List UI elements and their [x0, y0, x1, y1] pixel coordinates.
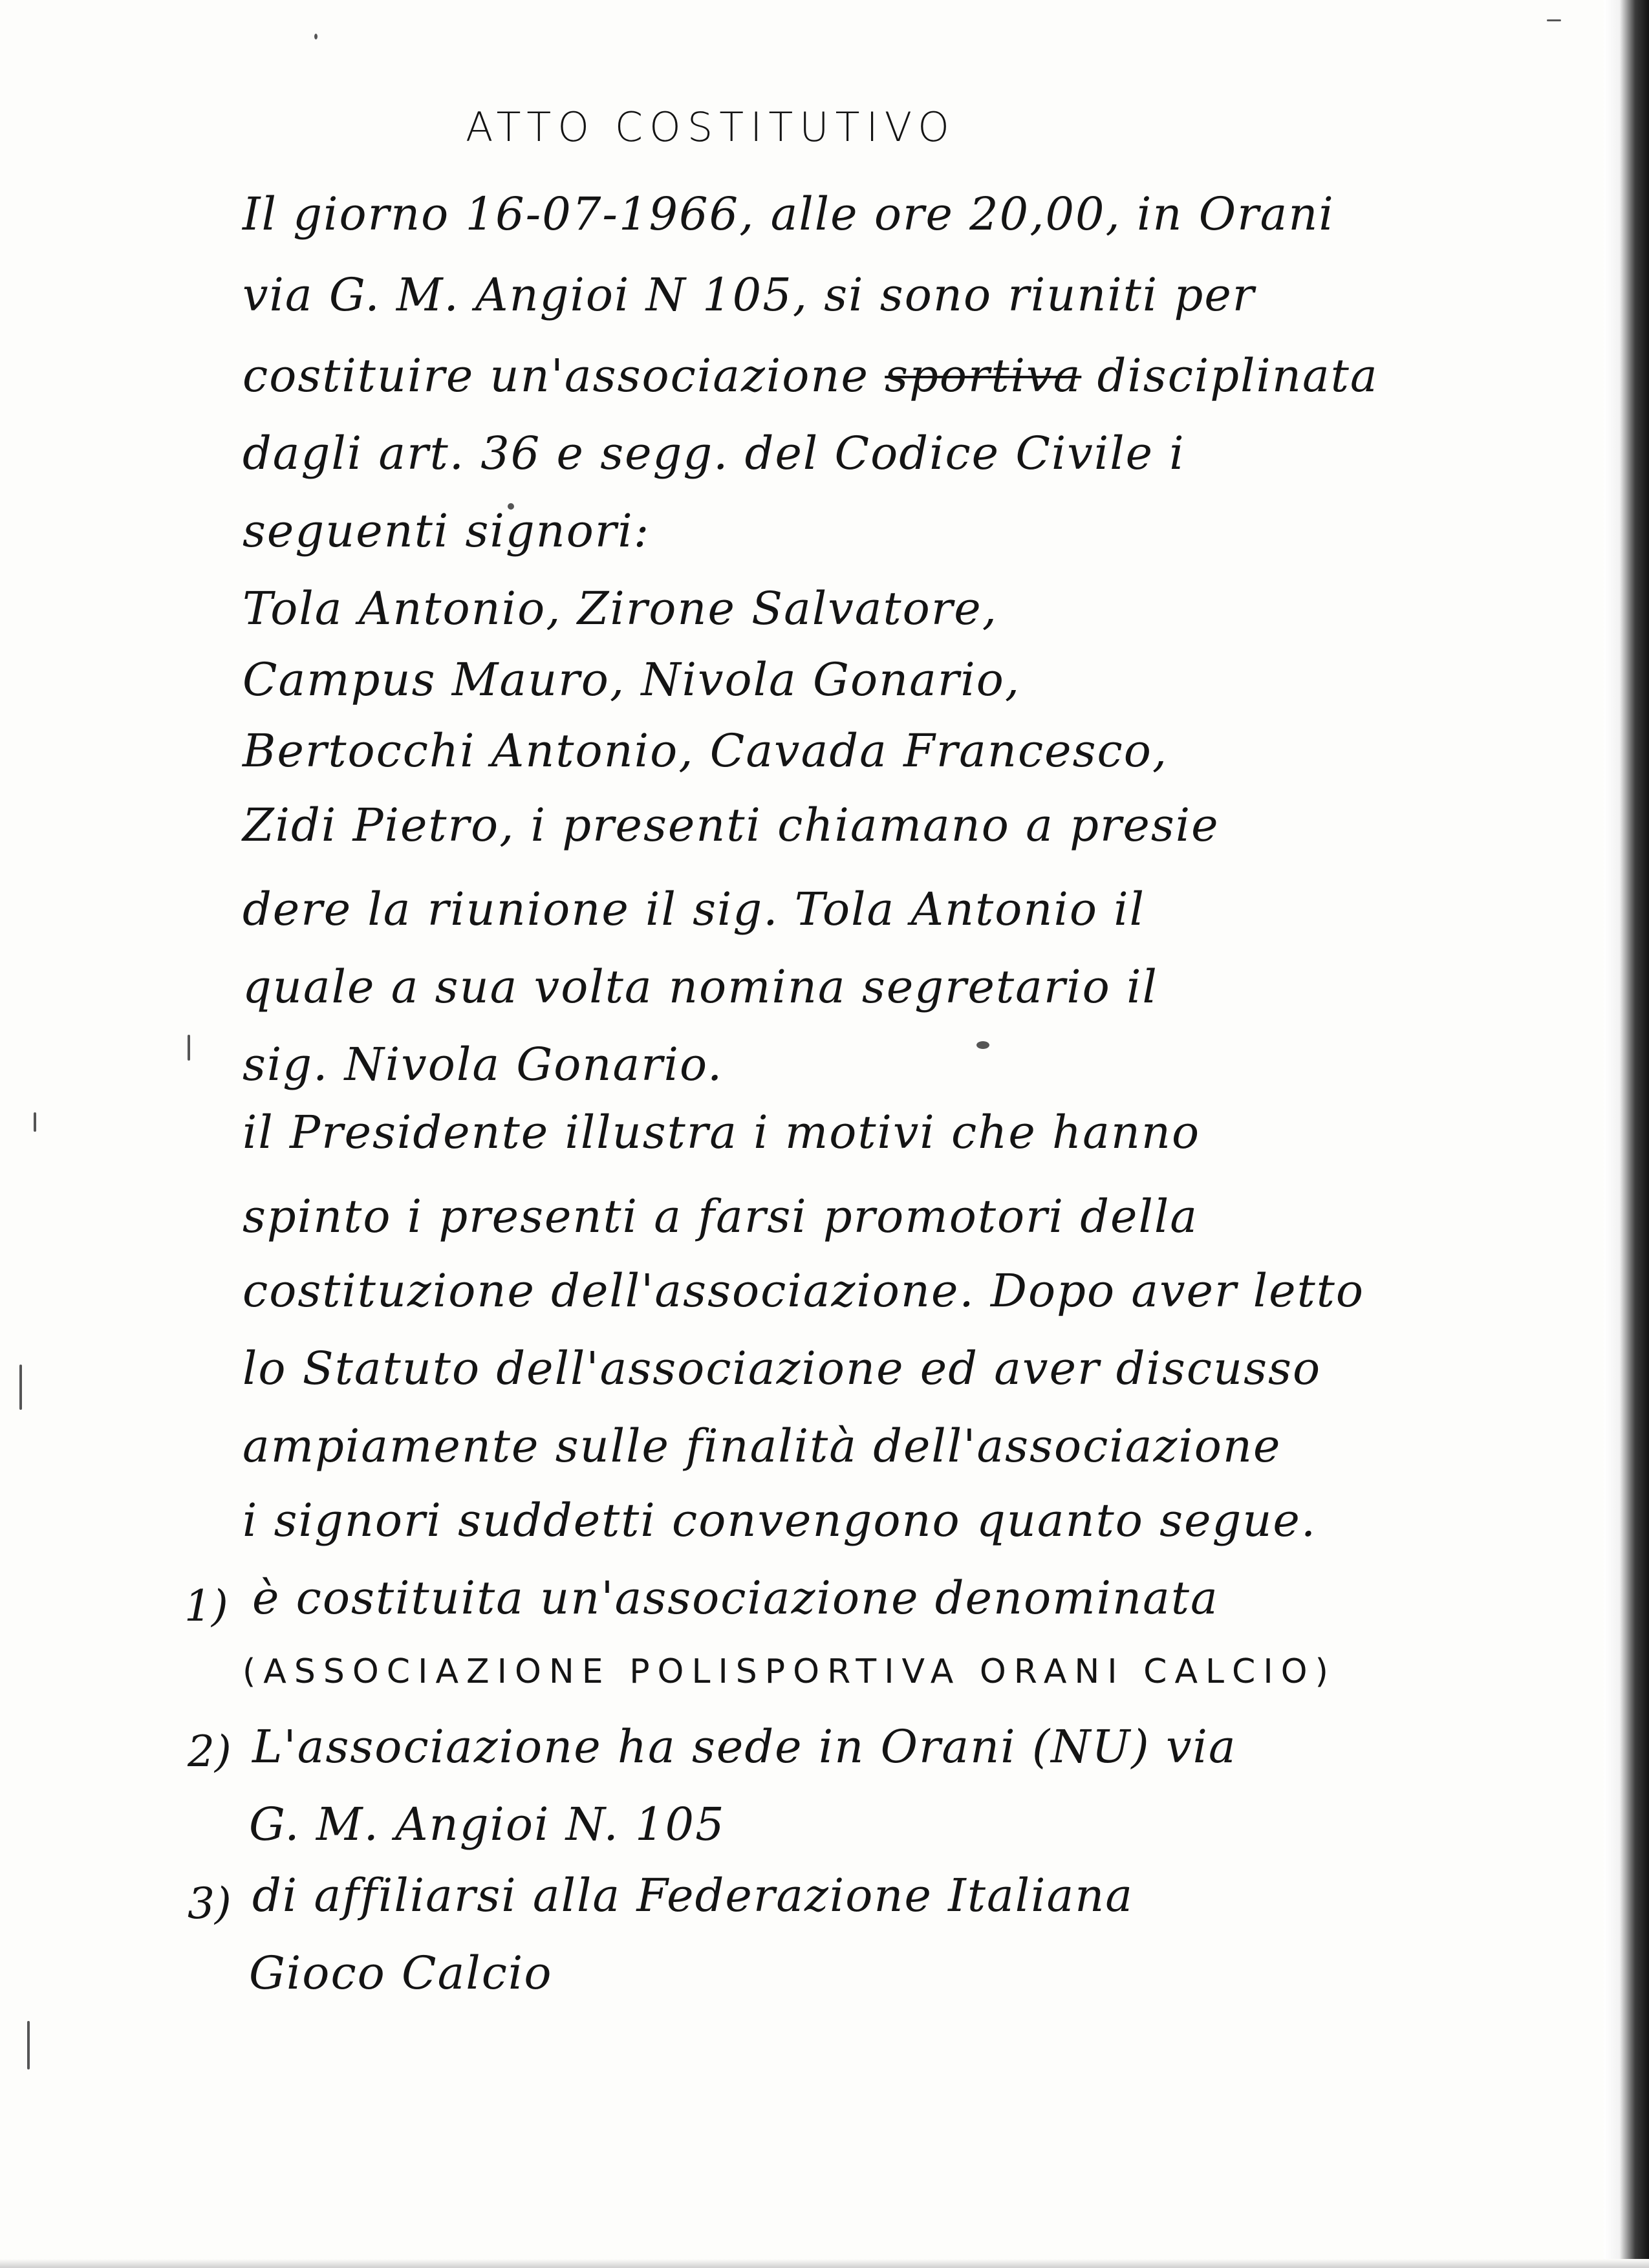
item-number: 2) — [188, 1727, 232, 1777]
text-line: costituzione dell'associazione. Dopo aver letto — [242, 1264, 1365, 1317]
scan-speck — [1547, 19, 1561, 21]
text-line: il Presidente illustra i motivi che hanno — [242, 1106, 1201, 1159]
text-line: sig. Nivola Gonario. — [242, 1038, 724, 1091]
text-line: lo Statuto dell'associazione ed aver discusso — [242, 1342, 1322, 1395]
text-line: ampiamente sulle finalità dell'associazione — [242, 1420, 1282, 1473]
text-line: seguenti signori: — [242, 504, 651, 557]
scan-speck — [976, 1041, 989, 1049]
text-line: dagli art. 36 e segg. del Codice Civile i — [242, 427, 1185, 480]
text-line: Campus Mauro, Nivola Gonario, — [242, 653, 1021, 706]
scan-speck — [27, 2021, 30, 2069]
association-name: (ASSOCIAZIONE POLISPORTIVA ORANI CALCIO) — [242, 1652, 1336, 1691]
scan-speck — [34, 1112, 36, 1132]
text-line: via G. M. Angioi N 105, si sono riuniti per — [242, 268, 1256, 321]
scan-speck — [314, 34, 318, 39]
text-fragment: disciplinata — [1097, 349, 1379, 402]
scan-bottom-edge — [0, 2259, 1649, 2268]
item-line: G. M. Angioi N. 105 — [249, 1798, 726, 1851]
text-fragment: costituire un'associazione — [242, 349, 869, 402]
text-line: Il giorno 16-07-1966, alle ore 20,00, in Orani — [242, 188, 1335, 241]
scan-speck — [19, 1365, 22, 1410]
text-line: Tola Antonio, Zirone Salvatore, — [242, 582, 998, 635]
item-line: L'associazione ha sede in Orani (NU) via — [252, 1720, 1237, 1773]
text-line: i signori suddetti convengono quanto segue. — [242, 1494, 1317, 1547]
scan-speck — [188, 1035, 190, 1061]
text-line: spinto i presenti a farsi promotori della — [242, 1190, 1198, 1243]
document-title: ATTO COSTITUTIVO — [466, 103, 956, 151]
item-line: Gioco Calcio — [249, 1947, 553, 2000]
text-line: Zidi Pietro, i presenti chiamano a presie — [242, 799, 1220, 852]
text-line: quale a sua volta nomina segretario il — [242, 960, 1158, 1013]
text-line: dere la riunione il sig. Tola Antonio il — [242, 883, 1146, 936]
scan-edge-shadow — [1604, 0, 1649, 2268]
item-number: 3) — [188, 1879, 232, 1928]
struck-word: sportiva — [885, 349, 1082, 402]
item-line: di affiliarsi alla Federazione Italiana — [252, 1869, 1134, 1922]
text-line — [242, 349, 1379, 402]
item-number: 1) — [184, 1581, 228, 1631]
text-line: Bertocchi Antonio, Cavada Francesco, — [242, 724, 1169, 777]
item-line: è costituita un'associazione denominata — [252, 1571, 1219, 1625]
